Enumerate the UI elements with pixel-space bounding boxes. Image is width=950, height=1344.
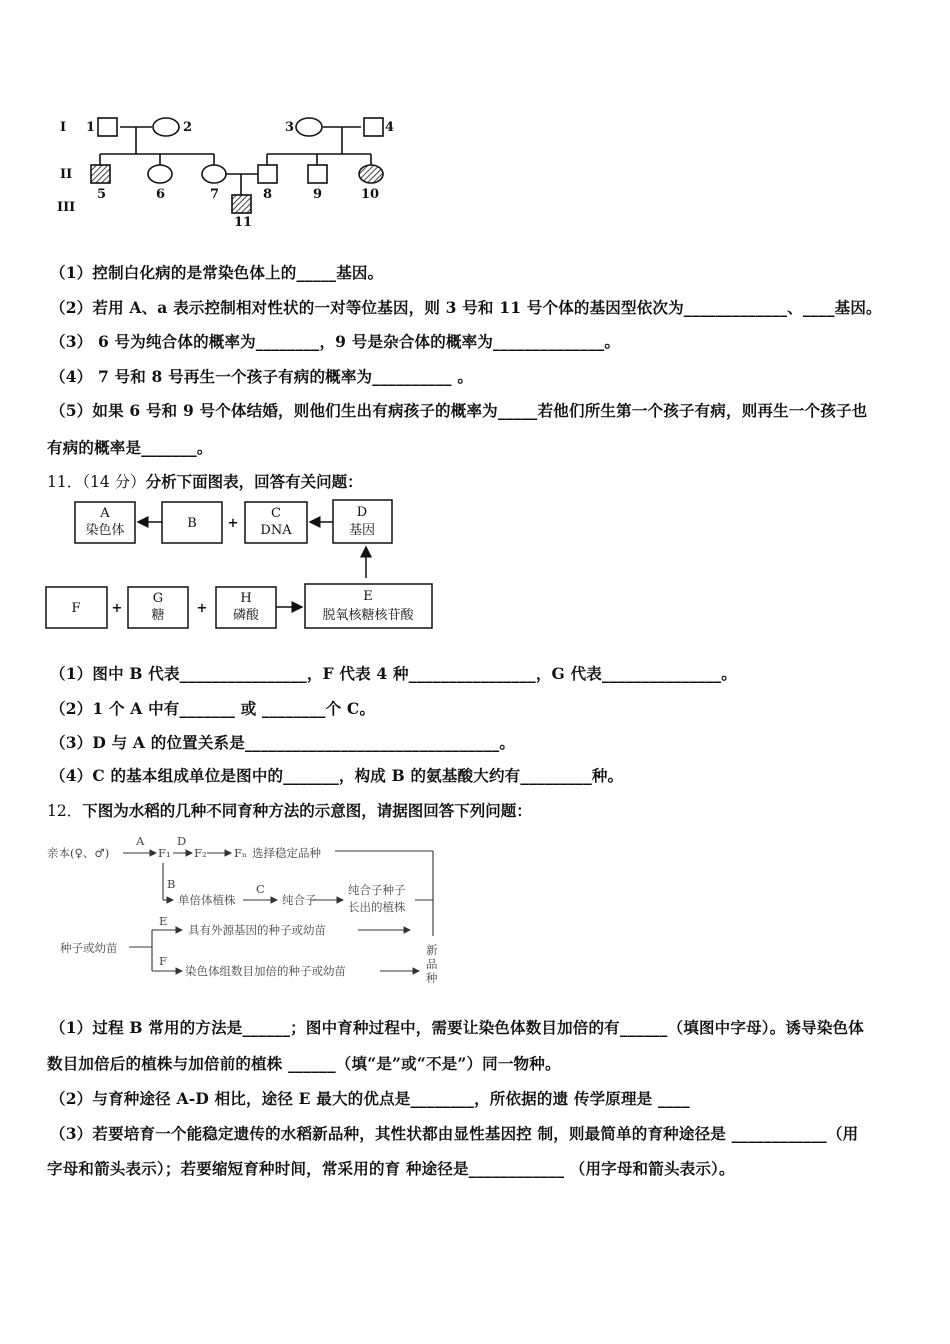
q11-prompt: 分析下面图表，回答有关问题： bbox=[145, 472, 363, 491]
label-a: A bbox=[136, 834, 145, 848]
label-doubled: 染色体组数目加倍的种子或幼苗 bbox=[185, 964, 346, 978]
box-f-letter: F bbox=[71, 601, 81, 616]
ped-id-10: 10 bbox=[361, 187, 380, 202]
ped-id-7: 7 bbox=[210, 187, 220, 202]
box-c-letter: C bbox=[271, 506, 281, 521]
ped-id-11: 11 bbox=[234, 215, 253, 230]
ped-id-8: 8 bbox=[263, 187, 273, 202]
box-d-letter: D bbox=[356, 505, 368, 520]
q11-line-4: （4）C 的基本组成单位是图中的_______，构成 B 的氨基酸大约有_________种。 bbox=[50, 766, 624, 785]
label-haploid: 单倍体植株 bbox=[178, 893, 236, 907]
q11-line-3: （3）D 与 A 的位置关系是________________________________。 bbox=[50, 733, 516, 752]
label-pure-seed-2: 长出的植株 bbox=[348, 900, 406, 914]
box-h-label: 磷酸 bbox=[232, 608, 260, 623]
label-b: B bbox=[167, 877, 176, 891]
q12-prompt: 下图为水稻的几种不同育种方法的示意图，请据图回答下列问题： bbox=[82, 801, 532, 820]
box-a-letter: A bbox=[100, 506, 110, 521]
q12-line-3: （2）与育种途径 A-D 相比，途径 E 最大的优点是________，所依据的遗 传学原理是 ____ bbox=[50, 1089, 690, 1108]
q11-diagram bbox=[40, 495, 440, 635]
q11-header bbox=[47, 470, 363, 492]
label-parent: 亲本(♀、♂) bbox=[47, 846, 110, 860]
label-new-1: 新 bbox=[426, 943, 438, 957]
label-f2: F₂ bbox=[194, 846, 207, 860]
ped-id-6: 6 bbox=[156, 187, 166, 202]
q11-number: 11．（14 分） bbox=[47, 473, 146, 491]
ped-id-2: 2 bbox=[183, 120, 193, 135]
q10-line-1: （1）控制白化病的是常染色体上的_____基因。 bbox=[50, 263, 384, 282]
q12-number: 12． bbox=[47, 802, 83, 820]
q12-line-1: （1）过程 B 常用的方法是______；图中育种过程中，需要让染色体数目加倍的有______（填图中字母）。诱导染色体 bbox=[50, 1018, 864, 1037]
box-c-label: DNA bbox=[260, 523, 292, 538]
label-f: F bbox=[159, 954, 167, 968]
label-new-2: 品 bbox=[426, 957, 438, 971]
label-pure-seed-1: 纯合子种子 bbox=[348, 883, 406, 897]
ped-id-1: 1 bbox=[86, 120, 96, 135]
q12-line-5: 字母和箭头表示）；若要缩短育种时间，常采用的育 种途径是____________ （用字母和箭头表示）。 bbox=[47, 1159, 735, 1178]
label-select: 选择稳定品种 bbox=[252, 846, 321, 860]
q12-line-2: 数目加倍后的植株与加倍前的植株 ______（填“是”或“不是”）同一物种。 bbox=[47, 1054, 561, 1073]
pedigree-chart bbox=[55, 110, 405, 230]
q10-line-5: （5）如果 6 号和 9 号个体结婚，则他们生出有病孩子的概率为_____若他们所生第一个孩子有病，则再生一个孩子也 bbox=[50, 401, 868, 420]
box-g-letter: G bbox=[152, 591, 164, 606]
q10-line-3: （3） 6 号为纯合体的概率为________，9 号是杂合体的概率为______________。 bbox=[50, 332, 621, 351]
box-g-label: 糖 bbox=[151, 608, 165, 623]
label-new-3: 种 bbox=[426, 971, 438, 985]
label-d: D bbox=[177, 834, 187, 848]
q11-line-1: （1）图中 B 代表________________，F 代表 4 种________________，G 代表_______________。 bbox=[50, 664, 737, 683]
label-foreign: 具有外源基因的种子或幼苗 bbox=[188, 923, 326, 937]
box-b-letter: B bbox=[187, 516, 197, 531]
box-e-letter: E bbox=[363, 589, 373, 604]
gen-label-iii: III bbox=[57, 200, 76, 215]
box-h-letter: H bbox=[240, 591, 252, 606]
label-fn: Fₙ bbox=[234, 846, 247, 860]
q10-line-2: （2）若用 A、a 表示控制相对性状的一对等位基因，则 3 号和 11 号个体的基因型依次为_____________、____基因。 bbox=[50, 298, 882, 317]
gen-label-i: I bbox=[60, 120, 67, 135]
q10-line-6: 有病的概率是_______。 bbox=[47, 438, 213, 457]
ped-id-9: 9 bbox=[313, 187, 323, 202]
box-d-label: 基因 bbox=[348, 523, 376, 538]
plus-sign-3: + bbox=[196, 601, 208, 616]
label-seed: 种子或幼苗 bbox=[60, 941, 118, 955]
box-e-label: 脱氧核糖核苷酸 bbox=[322, 608, 414, 623]
label-pure: 纯合子 bbox=[282, 893, 317, 907]
gen-label-ii: II bbox=[60, 167, 73, 182]
box-a-label: 染色体 bbox=[85, 523, 125, 538]
q12-header bbox=[47, 799, 532, 821]
label-e: E bbox=[159, 914, 168, 928]
q11-line-2: （2）1 个 A 中有_______ 或 ________个 C。 bbox=[50, 699, 376, 718]
ped-id-5: 5 bbox=[97, 187, 107, 202]
breeding-diagram bbox=[45, 830, 455, 990]
plus-sign-2: + bbox=[111, 601, 123, 616]
q12-line-4: （3）若要培育一个能稳定遗传的水稻新品种，其性状都由显性基因控 制，则最简单的育种途径是 ____________（用 bbox=[50, 1124, 859, 1143]
q10-line-4: （4） 7 号和 8 号再生一个孩子有病的概率为__________ 。 bbox=[50, 367, 474, 386]
ped-id-3: 3 bbox=[285, 120, 295, 135]
ped-id-4: 4 bbox=[385, 120, 395, 135]
label-f1: F₁ bbox=[158, 846, 171, 860]
label-c: C bbox=[256, 882, 265, 896]
plus-sign-1: + bbox=[227, 516, 239, 531]
